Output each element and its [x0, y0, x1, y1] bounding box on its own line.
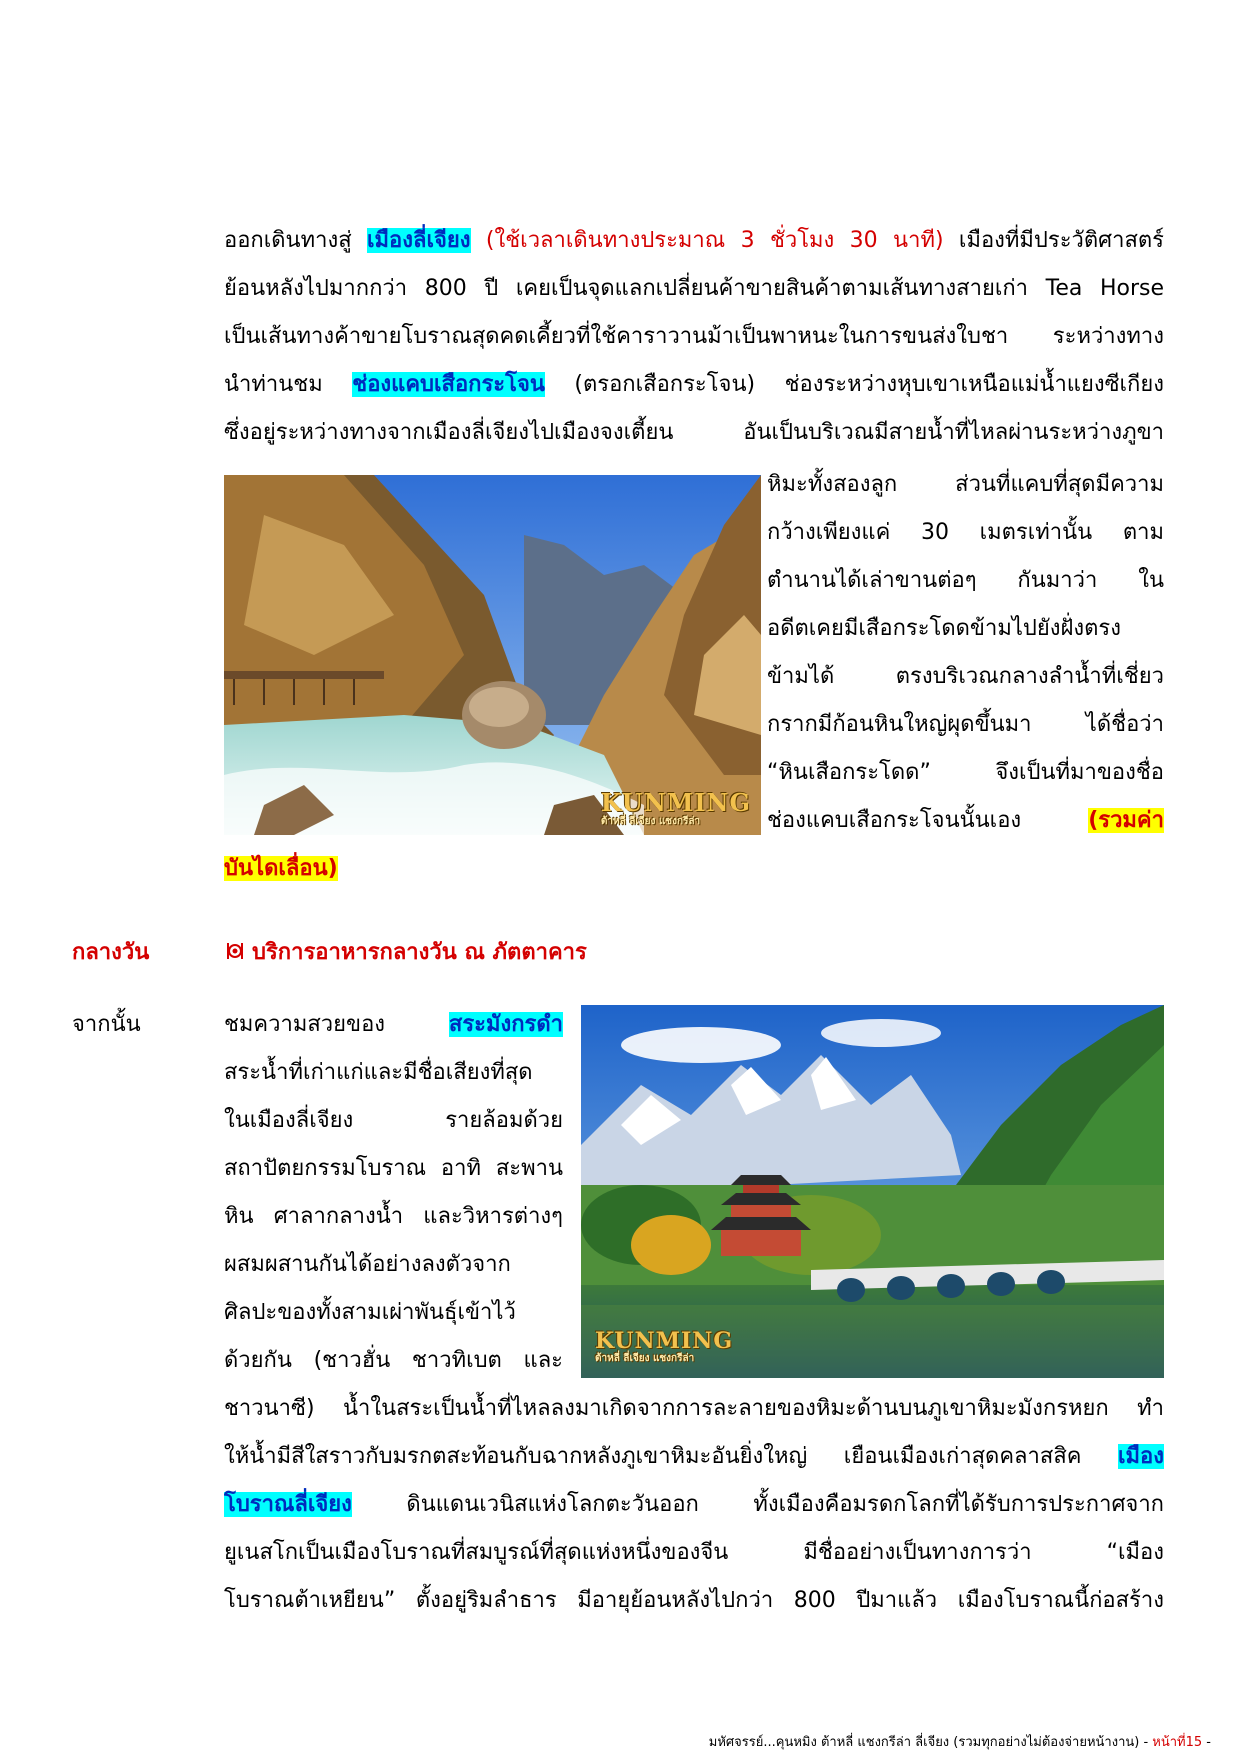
meal-bowl-icon	[224, 940, 246, 962]
page-footer: มหัศจรรย์...คุนหมิง ต้าหลี่ แชงกรีล่า ลี่เจียง (รวมทุกอย่างไม่ต้องจ่ายหน้างาน) - หน้าที่15 -	[708, 1735, 1211, 1750]
intro-line-5: ซึ่งอยู่ระหว่างทางจากเมืองลี่เจียงไปเมืองจงเตี้ยน อันเป็นบริเวณมีสายน้ำที่ไหลผ่านระหว่างภูขา	[224, 420, 1164, 445]
escalator-note-line: ช่องแคบเสือกระโจนนั้นเอง (รวมค่า	[767, 808, 1164, 833]
lunch-label: กลางวัน	[72, 940, 150, 965]
highlight-old-town-2: โบราณลี่เจียง	[224, 1492, 352, 1517]
travel-time-note: (ใช้เวลาเดินทางประมาณ 3 ชั่วโมง 30 นาที)	[470, 228, 944, 253]
kunming-watermark-1: KUNMING ต้าหลี่ ลี่เจียง แชงกรีล่า	[600, 788, 751, 827]
gorge-illustration	[224, 475, 761, 835]
intro-line-2: ย้อนหลังไปมากกว่า 800 ปี เคยเป็นจุดแลกเปลี่ยนค้าขายสินค้าตามเส้นทางสายเก่า Tea Horse	[224, 276, 1164, 301]
black-dragon-pool-photo	[581, 1005, 1164, 1378]
escalator-note-continuation: บันไดเลื่อน)	[224, 856, 338, 881]
ancient-town-paragraph: ชาวนาซี) น้ำในสระเป็นน้ำที่ไหลลงมาเกิดจากการละลายของหิมะด้านบนภูเขาหิมะมังกรหยก ทำ ให้น้ำมีสีใสราวกับมรกตสะท้อนกับฉากหลังภูเขาหิมะอันยิ่งใหญ่ เยือนเมืองเก่าสุดคลาสสิค เมือง โบราณลี่เจียง ดินแดนเวนิสแห่งโลกตะวันออก ทั้งเมืองคือมรดกโลกที่ได้รับการประกาศจาก ยูเนสโกเป็นเมืองโบราณที่สมบูรณ์ที่สุดแห่งหนึ่งของจีน มีชื่ออย่างเป็นทางการว่า “เมือง โบราณต้าเหยียน” ตั้งอยู่ริมลำธาร มีอายุย้อนหลังไปกว่า 800 ปีมาแล้ว เมืองโบราณนี้ก่อสร้าง	[224, 1396, 1164, 1613]
afterward-label: จากนั้น	[72, 1012, 141, 1037]
kunming-watermark-2: KUNMING ต้าหลี่ ลี่เจียง แชงกรีล่า	[595, 1328, 734, 1364]
lunch-service: บริการอาหารกลางวัน ณ ภัตตาคาร	[224, 929, 587, 977]
gorge-description-column: หิมะทั้งสองลูก ส่วนที่แคบที่สุดมีความ กว้างเพียงแค่ 30 เมตรเท่านั้น ตาม ตำนานได้เล่าขานต่อๆ กันมาว่า ใน อดีตเคยมีเสือกระโดดข้ามไปยังฝั่งตรง ข้ามได้ ตรงบริเวณกลางลำน้ำที่เชี่ยว กรากมีก้อนหินใหญ่ผุดขึ้นมา ได้ชื่อว่า “หินเสือกระโดด” จึงเป็นที่มาของชื่อ ช่องแคบเสือกระโจนนั้นเอง (รวมค่า	[767, 461, 1164, 845]
highlight-black-dragon-pool: สระมังกรดำ	[448, 1012, 563, 1037]
page-number: หน้าที่15	[1152, 1735, 1203, 1750]
intro-paragraph	[224, 217, 1164, 457]
highlight-tiger-leaping-gorge: ช่องแคบเสือกระโจน	[352, 372, 545, 397]
intro-line-3: เป็นเส้นทางค้าขายโบราณสุดคดเคี้ยวที่ใช้คาราวานม้าเป็นพาหนะในการขนส่งใบชา ระหว่างทาง	[224, 324, 1164, 349]
black-dragon-pool-column: ชมความสวยของ สระมังกรดำ สระน้ำที่เก่าแก่และมีชื่อเสียงที่สุด ในเมืองลี่เจียง รายล้อมด้วย สถาปัตยกรรมโบราณ อาทิ สะพาน หิน ศาลากลางน้ำ และวิหารต่างๆ ผสมผสานกันได้อย่างลงตัวจาก ศิลปะของทั้งสามเผ่าพันธุ์เข้าไว้ ด้วยกัน (ชาวฮั่น ชาวทิเบต และ	[224, 1012, 563, 1373]
highlight-old-town-1: เมือง	[1118, 1444, 1164, 1469]
highlight-lijiang: เมืองลี่เจียง	[367, 228, 471, 253]
intro-line-4: นำท่านชม ช่องแคบเสือกระโจน (ตรอกเสือกระโจน) ช่องระหว่างหุบเขาเหนือแม่น้ำแยงซีเกียง	[224, 372, 1164, 397]
tiger-leaping-gorge-photo	[224, 475, 761, 835]
escalator-fee-note: (รวมค่า	[1088, 808, 1164, 833]
pool-illustration	[581, 1005, 1164, 1378]
intro-line-1: ออกเดินทางสู่ เมืองลี่เจียง (ใช้เวลาเดินทางประมาณ 3 ชั่วโมง 30 นาที) เมืองที่มีประวัติศาสตร์	[224, 228, 1164, 253]
